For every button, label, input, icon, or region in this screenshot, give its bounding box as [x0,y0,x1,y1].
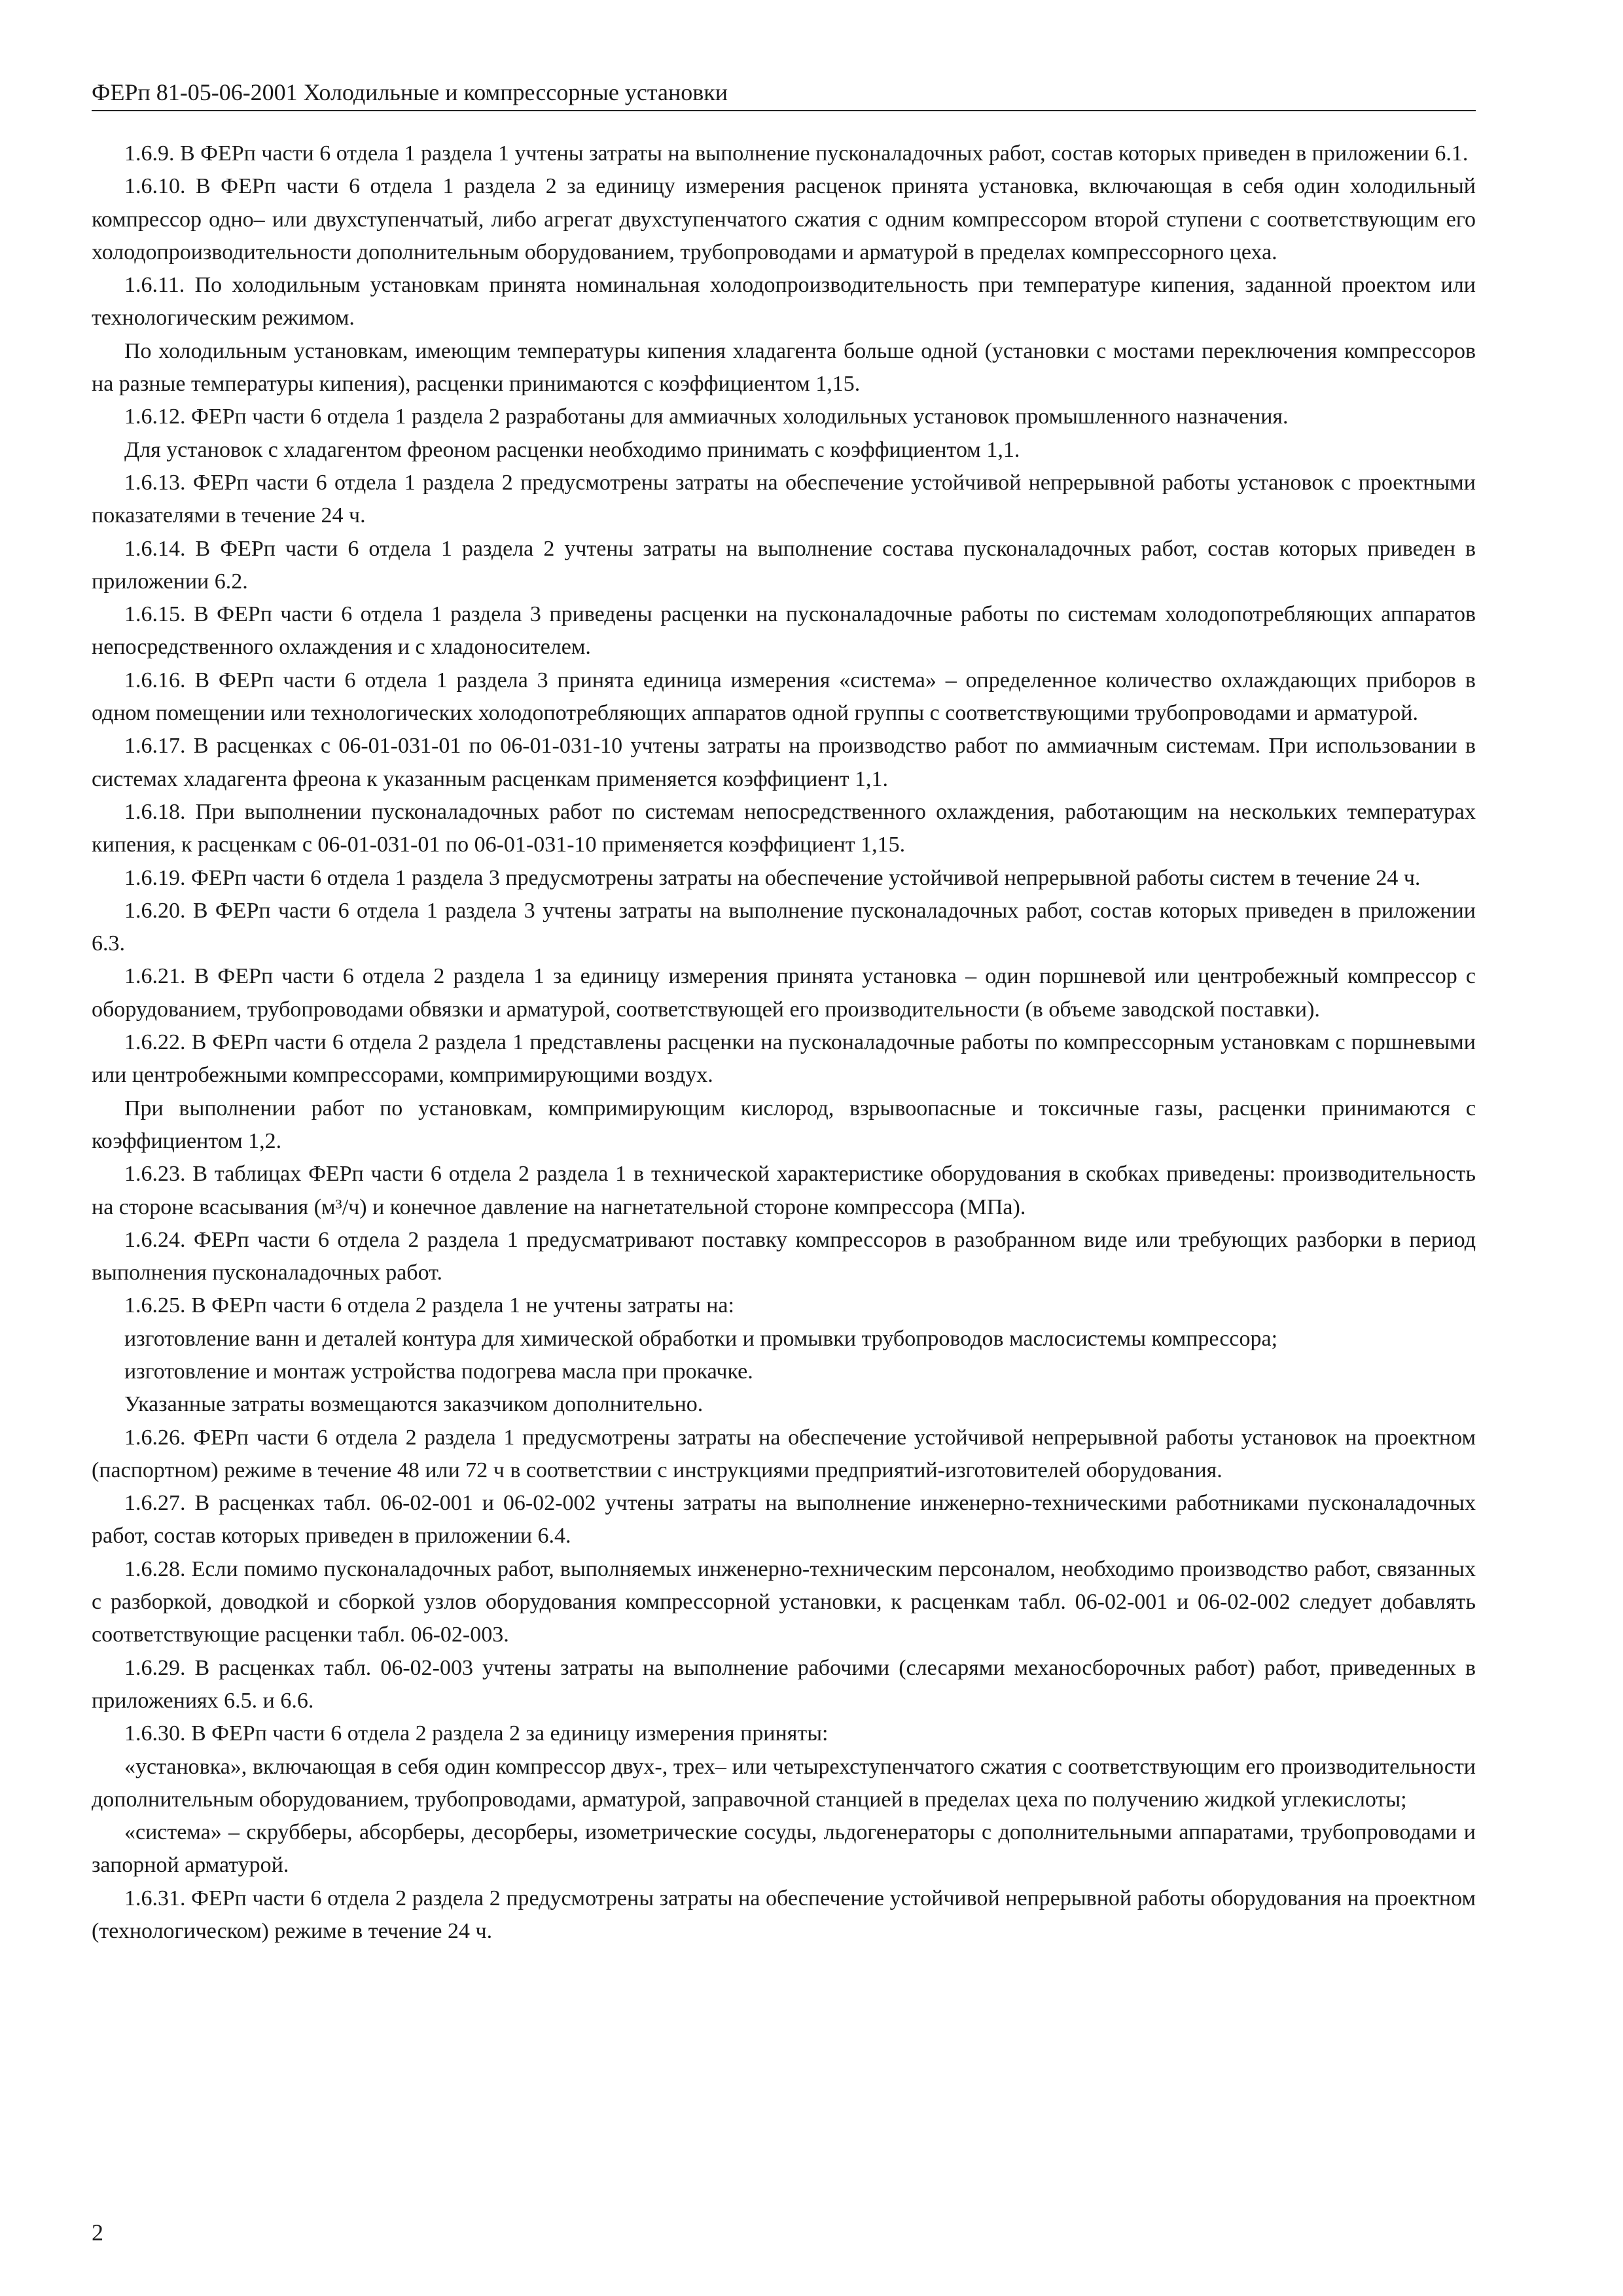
paragraph-1-6-26: 1.6.26. ФЕРп части 6 отдела 2 раздела 1 предусмотрены затраты на обеспечение устойчивой непрерывной работы установок на проектном (паспортном) режиме в течение 48 или 72 ч в соответствии с инструкциями предприятий-изготовителей оборудования. [92,1425,1476,1482]
paragraph-1-6-12: 1.6.12. ФЕРп части 6 отдела 1 раздела 2 разработаны для аммиачных холодильных установок промышленного назначения. [124,404,1289,429]
paragraph-1-6-15: 1.6.15. В ФЕРп части 6 отдела 1 раздела 3 приведены расценки на пусконаладочные работы по системам холодопотребляющих аппаратов непосредственного охлаждения и с хладоносителем. [92,602,1476,660]
paragraph-1-6-27: 1.6.27. В расценках табл. 06-02-001 и 06-02-002 учтены затраты на выполнение инженерно-техническими работниками пусконаладочных работ, состав которых приведен в приложении 6.4. [92,1491,1476,1549]
page-number: 2 [92,2219,103,2246]
paragraph-1-6-25-item-1: изготовление ванн и деталей контура для химической обработки и промывки трубопроводов маслосистемы компрессора; [124,1326,1278,1351]
paragraph-1-6-14: 1.6.14. В ФЕРп части 6 отдела 1 раздела 2 учтены затраты на выполнение состава пусконаладочных работ, состав которых приведен в приложении 6.2. [92,536,1476,594]
paragraph-1-6-25-item-2: изготовление и монтаж устройства подогрева масла при прокачке. [124,1359,753,1384]
paragraph-1-6-25-note: Указанные затраты возмещаются заказчиком дополнительно. [124,1392,704,1417]
paragraph-1-6-11-multi-temp: По холодильным установкам, имеющим температуры кипения хладагента больше одной (установки с мостами переключения компрессоров на разные температуры кипения), расценки принимаются с коэффициентом 1,15. [92,338,1476,397]
paragraph-1-6-10: 1.6.10. В ФЕРп части 6 отдела 1 раздела 2 за единицу измерения расценок принята установка, включающая в себя один холодильный компрессор одно– или двухступенчатый, либо агрегат двухступенчатого сжатия с одним компрессором второй ступени с соответствующим его холодопроизводительности дополнительным оборудованием, трубопроводами и арматурой в пределах компрессорного цеха. [92,174,1476,264]
paragraph-1-6-17: 1.6.17. В расценках с 06-01-031-01 по 06-01-031-10 учтены затраты на производство работ по аммиачным системам. При использовании в системах хладагента фреона к указанным расценкам применяется коэффициент 1,1. [92,734,1476,791]
paragraph-1-6-28: 1.6.28. Если помимо пусконаладочных работ, выполняемых инженерно-техническим персоналом, необходимо производство работ, связанных с разборкой, доводкой и сборкой узлов оборудования компрессорной установки, к расценкам табл. 06-02-001 и 06-02-002 следует добавлять соответствующие расценки табл. 06-02-003. [92,1556,1476,1647]
paragraph-1-6-16: 1.6.16. В ФЕРп части 6 отдела 1 раздела 3 принята единица измерения «система» – определенное количество охлаждающих приборов в одном помещении или технологических холодопотребляющих аппаратов одной группы с соответствующими трубопроводами и арматурой. [92,668,1476,726]
paragraph-1-6-22-oxygen: При выполнении работ по установкам, компримирующим кислород, взрывоопасные и токсичные газы, расценки принимаются с коэффициентом 1,2. [92,1096,1476,1153]
header-title: ФЕРп 81-05-06-2001 Холодильные и компрессорные установки [92,79,728,105]
paragraph-1-6-18: 1.6.18. При выполнении пусконаладочных работ по системам непосредственного охлаждения, работающим на нескольких температурах кипения, к расценкам с 06-01-031-01 по 06-01-031-10 применяется коэффициент 1,15. [92,799,1476,857]
paragraph-1-6-19: 1.6.19. ФЕРп части 6 отдела 1 раздела 3 предусмотрены затраты на обеспечение устойчивой непрерывной работы систем в течение 24 ч. [124,865,1421,890]
paragraph-1-6-12-freon: Для установок с хладагентом фреоном расценки необходимо принимать с коэффициентом 1,1. [124,437,1020,462]
document-body [92,137,1476,1948]
paragraph-1-6-9: 1.6.9. В ФЕРп части 6 отдела 1 раздела 1 учтены затраты на выполнение пусконаладочных работ, состав которых приведен в приложении 6.1. [124,141,1469,166]
paragraph-1-6-20: 1.6.20. В ФЕРп части 6 отдела 1 раздела 3 учтены затраты на выполнение пусконаладочных работ, состав которых приведен в приложении 6.3. [92,898,1476,956]
paragraph-1-6-25: 1.6.25. В ФЕРп части 6 отдела 2 раздела 1 не учтены затраты на: [124,1293,734,1318]
paragraph-1-6-22: 1.6.22. В ФЕРп части 6 отдела 2 раздела 1 представлены расценки на пусконаладочные работы по компрессорным установкам с поршневыми или центробежными компрессорами, компримирующими воздух. [92,1030,1476,1088]
paragraph-1-6-29: 1.6.29. В расценках табл. 06-02-003 учтены затраты на выполнение рабочими (слесарями механосборочных работ) работ, приведенных в приложениях 6.5. и 6.6. [92,1655,1476,1713]
paragraph-1-6-13: 1.6.13. ФЕРп части 6 отдела 1 раздела 2 предусмотрены затраты на обеспечение устойчивой непрерывной работы установок с проектными показателями в течение 24 ч. [92,470,1476,528]
paragraph-1-6-21: 1.6.21. В ФЕРп части 6 отдела 2 раздела 1 за единицу измерения принята установка – один поршневой или центробежный компрессор с оборудованием, трубопроводами обвязки и арматурой, соответствующей его производительности (в объеме заводской поставки). [92,964,1476,1022]
paragraph-1-6-24: 1.6.24. ФЕРп части 6 отдела 2 раздела 1 предусматривают поставку компрессоров в разобранном виде или требующих разборки в период выполнения пусконаладочных работ. [92,1227,1476,1285]
paragraph-1-6-31: 1.6.31. ФЕРп части 6 отдела 2 раздела 2 предусмотрены затраты на обеспечение устойчивой непрерывной работы оборудования на проектном (технологическом) режиме в течение 24 ч. [92,1886,1476,1944]
paragraph-1-6-30: 1.6.30. В ФЕРп части 6 отдела 2 раздела 2 за единицу измерения приняты: [124,1721,829,1746]
running-header [92,77,1476,111]
paragraph-1-6-23: 1.6.23. В таблицах ФЕРп части 6 отдела 2 раздела 1 в технической характеристике оборудования в скобках приведены: производительность на стороне всасывания (м³/ч) и конечное давление на нагнетательной стороне компрессора (МПа). [92,1162,1476,1219]
paragraph-1-6-30-system: «система» – скрубберы, абсорберы, десорберы, изометрические сосуды, льдогенераторы с дополнительными аппаратами, трубопроводами и запорной арматурой. [92,1820,1476,1878]
paragraph-1-6-11: 1.6.11. По холодильным установкам принята номинальная холодопроизводительность при температуре кипения, заданной проектом или технологическим режимом. [92,273,1476,331]
paragraph-1-6-30-installation: «установка», включающая в себя один компрессор двух-, трех– или четырехступенчатого сжатия с соответствующим его производительности дополнительным оборудованием, трубопроводами, арматурой, заправочной станцией в пределах цеха по получению жидкой углекислоты; [92,1754,1476,1812]
